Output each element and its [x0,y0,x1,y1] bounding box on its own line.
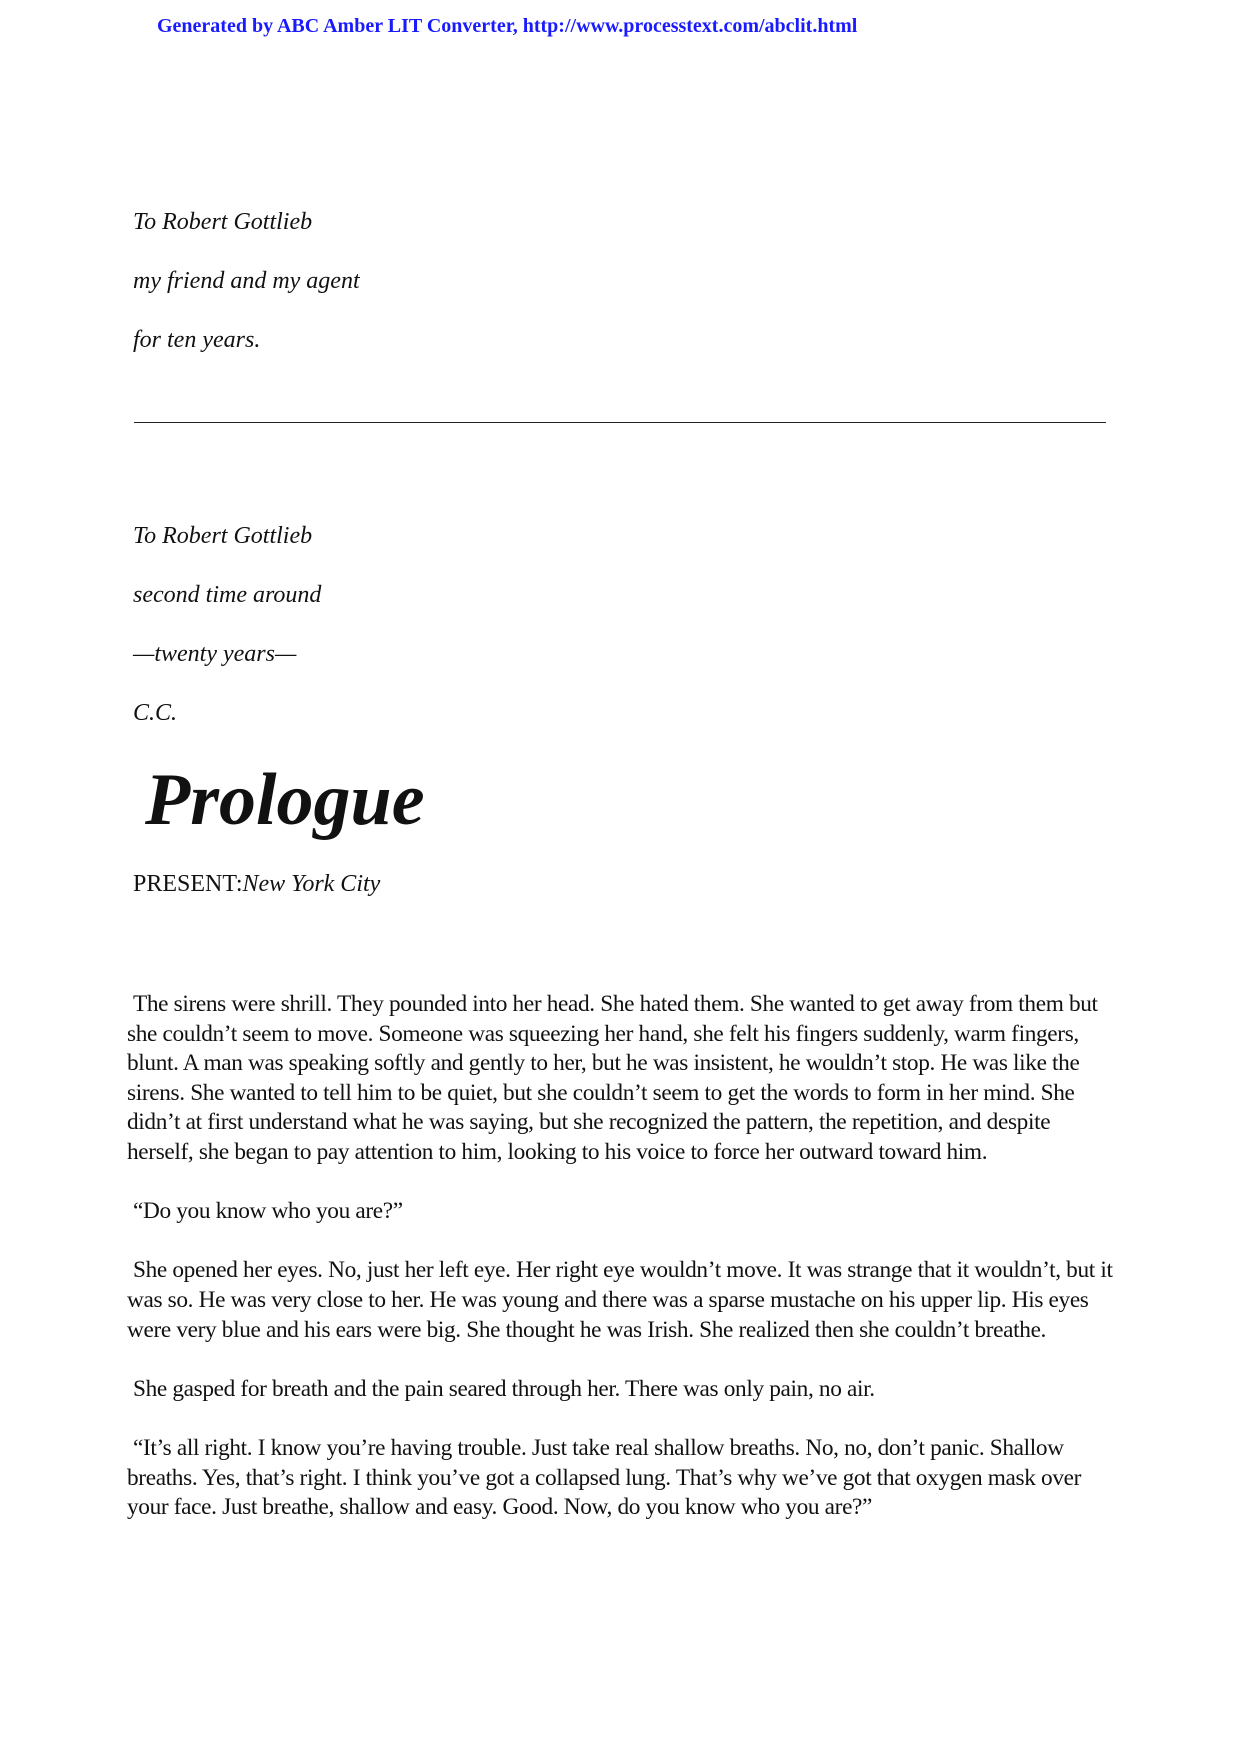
setting-label: PRESENT: [133,871,243,897]
dedication-line: for ten years. [133,327,261,353]
dedication-line: C.C. [133,700,178,726]
dedication-line: —twenty years— [133,641,297,667]
dedication-line: second time around [133,582,322,608]
dedication-first [133,193,360,370]
dedication-second [133,507,321,743]
body-paragraph: She gasped for breath and the pain seared through her. There was only pain, no air. [133,1375,875,1402]
body-paragraph: “It’s all right. I know you’re having trouble. Just take real shallow breaths. No, no, don’t panic. Shallow breaths. Yes, that’s right. I think you’ve got a collapsed lung. That’s why we’ve got that oxygen mask over your face. Just breathe, shallow and easy. Good. Now, do you know who you are?” [127,1434,1082,1521]
dedication-line: my friend and my agent [133,268,360,294]
horizontal-divider [134,422,1106,423]
setting-place: New York City [242,871,381,897]
body-paragraph: The sirens were shrill. They pounded into her head. She hated them. She wanted to get away from them but she couldn’t seem to move. Someone was squeezing her hand, she felt his fingers suddenly, warm fingers, blunt. A man was speaking softly and gently to her, but he was insistent, he wouldn’t stop. He was like the sirens. She wanted to tell him to be quiet, but she couldn’t seem to get the words to form in her mind. She didn’t at first understand what he was saying, but she recognized the pattern, the repetition, and despite herself, she began to pay attention to him, looking to his voice to force her outward toward him. [127,991,1098,1165]
chapter-title: Prologue [145,759,425,841]
body-paragraph: “Do you know who you are?” [133,1198,403,1225]
body-paragraph: She opened her eyes. No, just her left eye. Her right eye wouldn’t move. It was strange that it wouldn’t, but it was so. He was very close to her. He was young and there was a sparse mustache on his upper lip. His eyes were very blue and his ears were big. She thought he was Irish. She realized then she couldn’t breathe. [127,1257,1113,1343]
dedication-line: To Robert Gottlieb [133,209,313,235]
converter-link[interactable]: Generated by ABC Amber LIT Converter, http://www.processtext.com/abclit.html [157,15,858,37]
chapter-setting [133,871,380,898]
dedication-line: To Robert Gottlieb [133,523,313,549]
chapter-body [127,990,1117,1552]
